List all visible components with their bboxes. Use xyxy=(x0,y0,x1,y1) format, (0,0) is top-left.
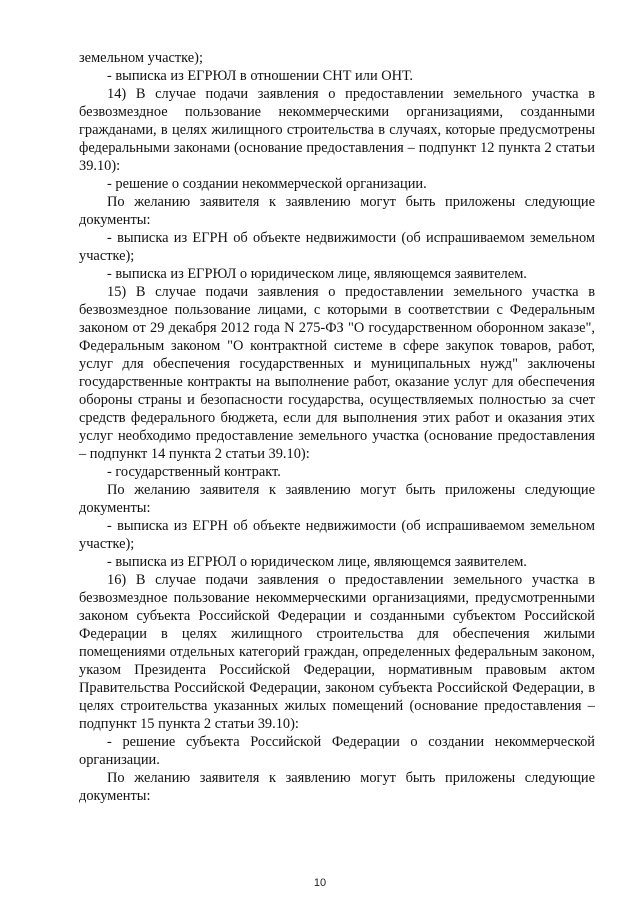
paragraph: По желанию заявителя к заявлению могут быть приложены следующие документы: xyxy=(79,194,595,228)
paragraph: 16) В случае подачи заявления о предоставлении земельного участка в безвозмездное пользование некоммерческими организациями, предусмотренными законом субъекта Российской Федерации и созданными субъектом Российской Федерации в целях жилищного строительства для обеспечения жилыми помещениями отдельных категорий граждан, определенных федеральным законом, указом Президента Российской Федерации, нормативным правовым актом Правительства Российской Федерации, законом субъекта Российской Федерации, в целях строительства указанных жилых помещений (основание предоставления – подпункт 15 пункта 2 статьи 39.10): xyxy=(79,572,595,732)
paragraph: - выписка из ЕГРН об объекте недвижимости (об испрашиваемом земельном участке); xyxy=(79,230,595,264)
paragraph: - решение о создании некоммерческой организации. xyxy=(107,176,427,192)
paragraph: 14) В случае подачи заявления о предоставлении земельного участка в безвозмездное пользование некоммерческими организациями, созданными гражданами, в целях жилищного строительства в случаях, которые предусмотрены федеральными законами (основание предоставления – подпункт 12 пункта 2 статьи 39.10): xyxy=(79,86,595,174)
paragraph: По желанию заявителя к заявлению могут быть приложены следующие документы: xyxy=(79,482,595,516)
paragraph: По желанию заявителя к заявлению могут быть приложены следующие документы: xyxy=(79,770,595,804)
paragraph: - решение субъекта Российской Федерации о создании некоммерческой организации. xyxy=(79,734,595,768)
paragraph: - государственный контракт. xyxy=(107,464,281,480)
paragraph: земельном участке); xyxy=(79,50,203,66)
paragraph: - выписка из ЕГРЮЛ о юридическом лице, являющемся заявителем. xyxy=(107,266,527,282)
page-number: 10 xyxy=(313,877,327,889)
paragraph: 15) В случае подачи заявления о предоставлении земельного участка в безвозмездное пользование лицами, с которыми в соответствии с Федеральным законом от 29 декабря 2012 года N 275-ФЗ "О государственном оборонном заказе", Федеральным законом "О контрактной системе в сфере закупок товаров, работ, услуг для обеспечения государственных и муниципальных нужд" заключены государственные контракты на выполнение работ, оказание услуг для обеспечения обороны страны и безопасности государства, осуществляемых полностью за счет средств федерального бюджета, если для выполнения этих работ и оказания этих услуг необходимо предоставление земельного участка (основание предоставления – подпункт 14 пункта 2 статьи 39.10): xyxy=(79,284,595,462)
paragraph: - выписка из ЕГРН об объекте недвижимости (об испрашиваемом земельном участке); xyxy=(79,518,595,552)
paragraph: - выписка из ЕГРЮЛ в отношении СНТ или ОНТ. xyxy=(107,68,413,84)
document-body xyxy=(79,49,595,805)
paragraph: - выписка из ЕГРЮЛ о юридическом лице, являющемся заявителем. xyxy=(107,554,527,570)
